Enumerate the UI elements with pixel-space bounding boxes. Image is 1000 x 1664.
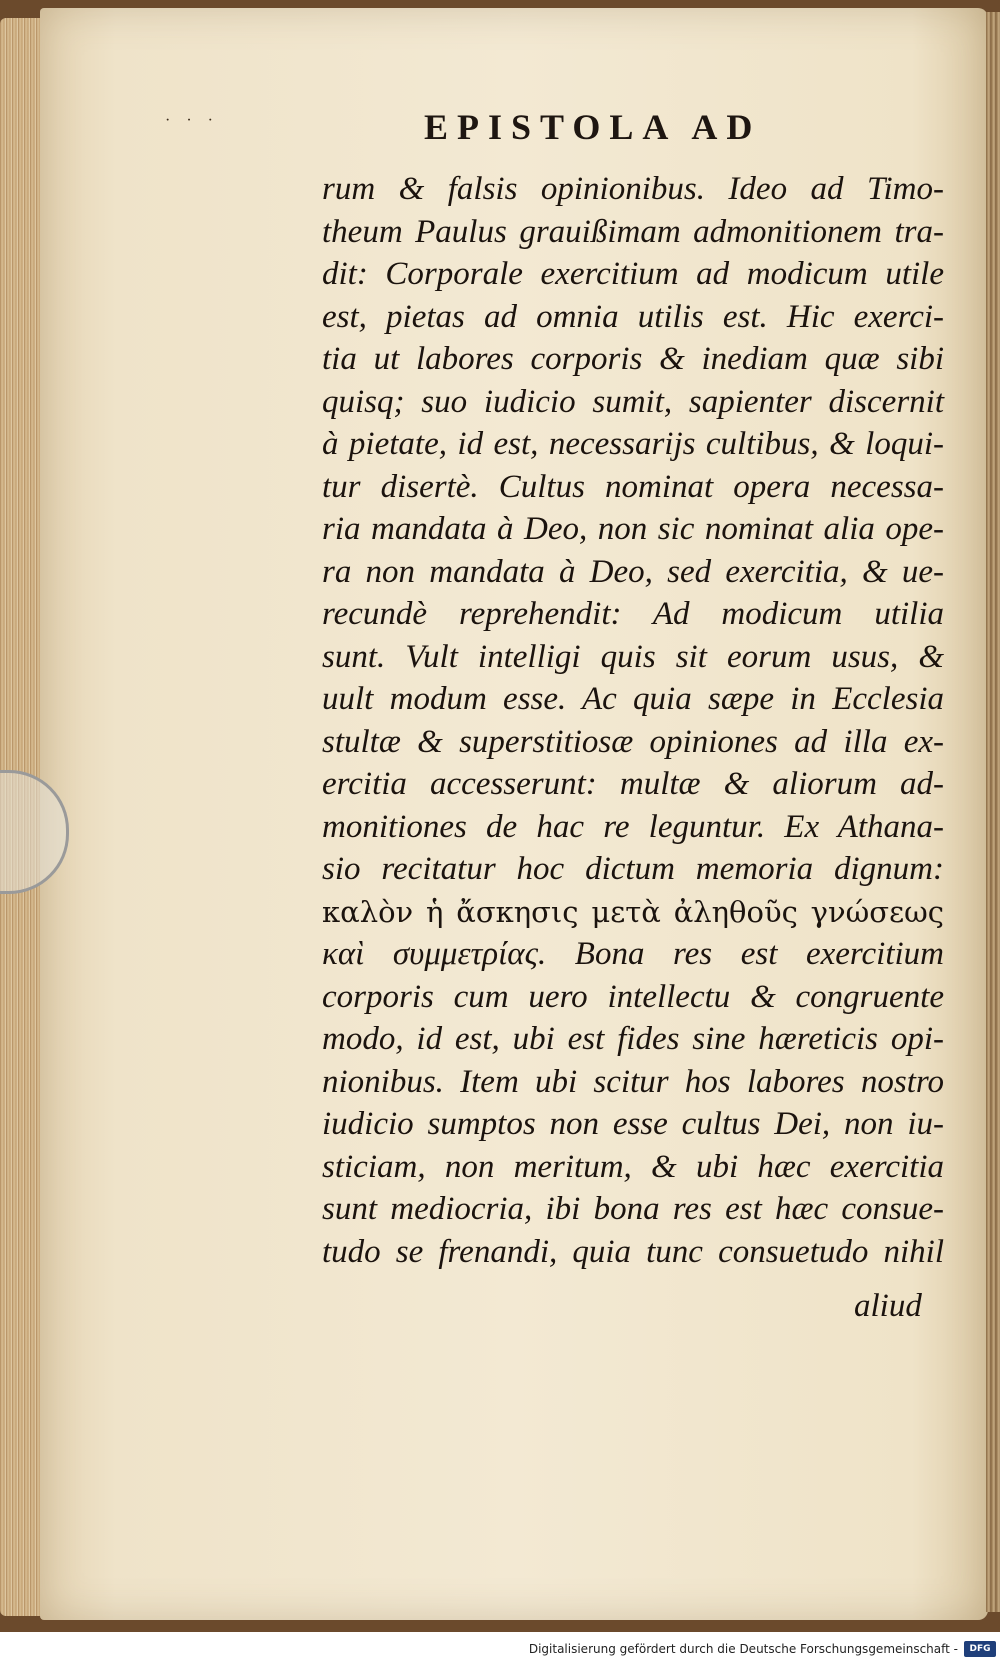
footer-bar (0, 1636, 1000, 1664)
body-text (322, 168, 944, 1273)
text-line: quisq; suo iudicio sumit, sapienter discernit (322, 383, 944, 420)
text-line: modo, id est, ubi est fides sine hæreticis opi- (322, 1021, 944, 1057)
text-line: sunt mediocria, ibi bona res est hæc consue- (322, 1191, 944, 1227)
text-line: sunt. Vult intelligi quis sit eorum usus, & (322, 638, 944, 675)
funding-credit: Digitalisierung gefördert durch die Deutsche Forschungsgemeinschaft - (528, 1642, 958, 1656)
text-line: theum Paulus grauißimam admonitionem tra- (322, 213, 944, 250)
text-line: ria mandata à Deo, non sic nominat alia ope- (322, 511, 944, 547)
text-line: sio recitatur hoc dictum memoria dignum: (322, 851, 944, 887)
text-line: ercitia accesserunt: multæ & aliorum ad- (322, 766, 944, 802)
running-head: EPISTOLA AD (424, 107, 762, 147)
text-line: sticiam, non meritum, & ubi hæc exercitia (322, 1148, 944, 1185)
text-line: tia ut labores corporis & inediam quæ sibi (322, 341, 944, 377)
text-line: rum & falsis opinionibus. Ideo ad Timo- (322, 171, 944, 207)
binding-edge (986, 12, 1000, 1612)
text-line: uult modum esse. Ac quia sæpe in Ecclesia (322, 681, 944, 717)
greek-text-line: καλὸν ἡ ἄσκησις μετὰ ἀληθοῦς γνώσεως (322, 894, 944, 929)
text-line: monitiones de hac re leguntur. Ex Athana- (322, 808, 944, 845)
text-line: stultæ & superstitiosæ opiniones ad illa ex- (322, 723, 944, 760)
text-line: recundè reprehendit: Ad modicum utilia (322, 596, 944, 632)
catchword: aliud (854, 1288, 922, 1324)
dfg-logo: DFG (964, 1641, 996, 1657)
text-line: καὶ συμμετρίας. Bona res est exercitium (322, 936, 944, 972)
text-line: dit: Corporale exercitium ad modicum utile (322, 256, 944, 292)
text-line: à pietate, id est, necessarijs cultibus, & loqui- (322, 426, 944, 462)
text-line: iudicio sumptos non esse cultus Dei, non iu- (322, 1106, 944, 1142)
text-line: est, pietas ad omnia utilis est. Hic exerci- (322, 298, 944, 335)
text-line: tudo se frenandi, quia tunc consuetudo nihil (322, 1233, 944, 1270)
text-line: nionibus. Item ubi scitur hos labores nostro (322, 1063, 944, 1100)
text-line: ra non mandata à Deo, sed exercitia, & ue- (322, 553, 944, 590)
text-line: tur disertè. Cultus nominat opera necessa- (322, 468, 944, 505)
text-line: corporis cum uero intellectu & congruente (322, 978, 944, 1015)
ink-specks: · · · (165, 112, 219, 129)
